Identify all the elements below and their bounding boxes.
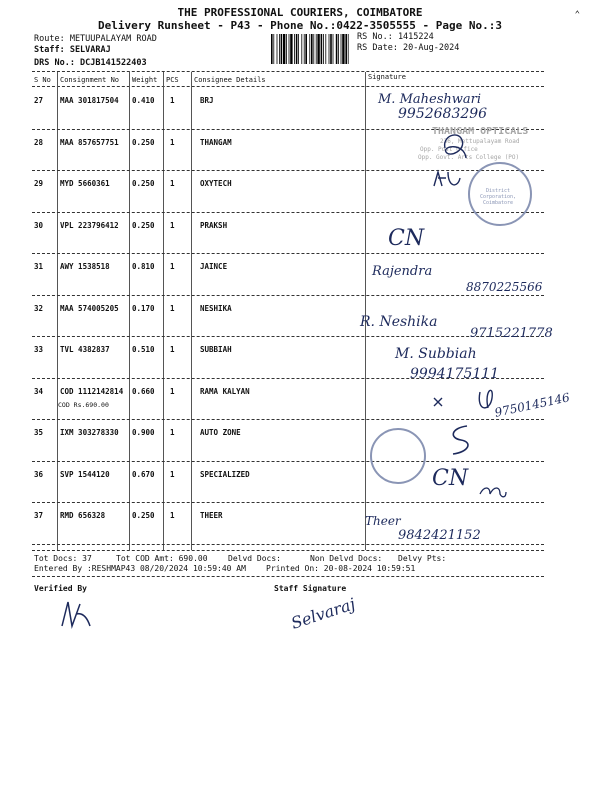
- col-header-pcs: PCS: [166, 76, 179, 84]
- row-pcs: 1: [170, 220, 175, 230]
- row-divider: [32, 336, 544, 337]
- verified-by-label: Verified By: [34, 584, 87, 593]
- row-pcs: 1: [170, 386, 175, 396]
- delivery-points: Delvy Pts:: [398, 554, 447, 563]
- phone-31: 8870225566: [466, 280, 543, 294]
- row-pcs: 1: [170, 303, 175, 313]
- row-sno: 36: [34, 469, 44, 479]
- signature-31: Rajendra: [372, 264, 433, 279]
- row-weight: 0.510: [132, 345, 155, 354]
- signature-35-scribble: [445, 422, 475, 458]
- company-title: THE PROFESSIONAL COURIERS, COIMBATORE: [177, 6, 423, 19]
- row-pcs: 1: [170, 469, 175, 479]
- signature-37: Theer: [365, 514, 401, 528]
- row-sno: 32: [34, 303, 44, 313]
- row-divider: [32, 502, 544, 503]
- signature-28-scribble: [440, 128, 470, 162]
- signature-30: CN: [388, 226, 425, 251]
- stamp-35: [370, 428, 426, 484]
- row-consignee: OXYTECH: [200, 179, 232, 188]
- signature-29-scribble: [430, 168, 464, 192]
- row-consignee: NESHIKA: [200, 303, 232, 313]
- row-consignee: BRJ: [200, 96, 214, 105]
- row-pcs: 1: [170, 345, 175, 354]
- printed-on: Printed On: 20-08-2024 10:59:51: [266, 564, 416, 573]
- row-consignment-no: AWY 1538518: [60, 262, 110, 271]
- phone-37: 9842421152: [398, 528, 481, 543]
- row-weight: 0.660: [132, 386, 155, 396]
- stamp-28-line3: Opp. Govt. Arts College (PO): [418, 154, 520, 161]
- row-consignee: PRAKSH: [200, 220, 228, 230]
- staff-signature-label: Staff Signature: [274, 584, 347, 593]
- row-divider: [32, 212, 544, 213]
- table-bottom-rule: [32, 550, 544, 551]
- non-delivered-docs: Non Delvd Docs:: [310, 554, 383, 563]
- row-sno: 35: [34, 428, 44, 437]
- row-pcs: 1: [170, 511, 175, 520]
- row-consignee: SPECIALIZED: [200, 469, 250, 479]
- signature-36-scribble: [478, 484, 508, 500]
- row-consignment-no: MAA 857657751: [60, 137, 119, 147]
- row-weight: 0.410: [132, 96, 155, 105]
- row-consignment-no: SVP 1544120: [60, 469, 110, 479]
- col-header-sno: S No: [34, 76, 51, 84]
- row-sno: 28: [34, 137, 44, 147]
- signature-34-scribble: [432, 388, 498, 414]
- phone-32: 9715221778: [470, 326, 553, 341]
- footer-rule: [32, 576, 544, 577]
- row-sno: 30: [34, 220, 44, 230]
- drs-number: DRS No.: DCJB141522403: [34, 58, 147, 68]
- stamp-28-title: THANGAM OPTICALS: [432, 126, 529, 137]
- staff-signature: Selvaraj: [288, 594, 358, 633]
- col-header-signature: Signature: [368, 73, 406, 81]
- row-sno: 29: [34, 179, 44, 188]
- phone-27: 9952683296: [398, 106, 488, 122]
- row-consignment-no: RMD 656328: [60, 511, 106, 520]
- stamp-28-line2: Opp. Post Office: [420, 146, 478, 153]
- row-consignment-no: MAA 574005205: [60, 303, 119, 313]
- row-divider: [32, 170, 544, 171]
- row-sno: 33: [34, 345, 44, 354]
- col-divider: [129, 72, 130, 550]
- row-consignee: JAINCE: [200, 262, 228, 271]
- runsheet-subtitle: Delivery Runsheet - P43 - Phone No.:0422-3505555 - Page No.:3: [98, 19, 502, 32]
- barcode-icon: [270, 34, 352, 64]
- route-label: Route: METUUPALAYAM ROAD: [34, 34, 157, 44]
- row-divider: [32, 419, 544, 420]
- row-divider: [32, 544, 544, 545]
- col-divider: [57, 72, 58, 550]
- total-cod-amount: Tot COD Amt: 690.00: [116, 554, 208, 563]
- rs-number: RS No.: 1415224: [357, 32, 434, 42]
- phone-33: 9994175111: [410, 366, 500, 382]
- row-pcs: 1: [170, 137, 175, 147]
- row-consignment-no: TVL 4382837: [60, 345, 110, 354]
- row-sno: 27: [34, 96, 44, 105]
- row-consignee: THANGAM: [200, 137, 232, 147]
- row-weight: 0.250: [132, 137, 155, 147]
- col-divider: [191, 72, 192, 550]
- row-consignee: AUTO ZONE: [200, 428, 241, 437]
- signature-27: M. Maheshwari: [378, 92, 481, 107]
- col-header-consignment: Consignment No: [60, 76, 120, 84]
- stamp-29-text: District Corporation, Coimbatore: [479, 188, 517, 206]
- row-weight: 0.670: [132, 469, 155, 479]
- row-consignment-no: IXM 303278330: [60, 428, 119, 437]
- row-pcs: 1: [170, 96, 175, 105]
- signature-32: R. Neshika: [360, 314, 438, 330]
- row-divider: [32, 295, 544, 296]
- table-top-rule: [32, 71, 544, 72]
- row-weight: 0.250: [132, 179, 155, 188]
- rs-date: RS Date: 20-Aug-2024: [357, 43, 460, 53]
- row-consignee: THEER: [200, 511, 223, 520]
- row-sno: 31: [34, 262, 44, 271]
- row-weight: 0.250: [132, 511, 155, 520]
- row-pcs: 1: [170, 262, 175, 271]
- corner-mark-icon: ⌃: [574, 10, 580, 20]
- row-weight: 0.250: [132, 220, 155, 230]
- col-divider: [163, 72, 164, 550]
- row-pcs: 1: [170, 179, 175, 188]
- row-pcs: 1: [170, 428, 175, 437]
- col-divider: [365, 72, 366, 550]
- staff-label: Staff: SELVARAJ: [34, 45, 111, 55]
- signature-33: M. Subbiah: [395, 346, 477, 362]
- delivered-docs: Delvd Docs:: [228, 554, 281, 563]
- row-consignment-no: MAA 301817504: [60, 96, 119, 105]
- row-weight: 0.900: [132, 428, 155, 437]
- row-consignment-no: MYD 5660361: [60, 179, 110, 188]
- row-sno: 37: [34, 511, 44, 520]
- row-weight: 0.810: [132, 262, 155, 271]
- entered-by: Entered By :RESHMAP43 08/20/2024 10:59:40 AM: [34, 564, 246, 573]
- signature-36: CN: [432, 466, 469, 491]
- stamp-28-line1: 236, Mettupalayam Road: [440, 138, 520, 145]
- row-consignee: SUBBIAH: [200, 345, 232, 354]
- row-cod-amount: COD Rs.690.00: [58, 400, 109, 409]
- header-bottom-rule: [32, 86, 544, 87]
- col-header-consignee: Consignee Details: [194, 76, 266, 84]
- col-header-weight: Weight: [132, 76, 158, 84]
- row-consignment-no: COD 1112142814: [60, 386, 124, 396]
- row-divider: [32, 461, 544, 462]
- row-consignment-no: VPL 223796412: [60, 220, 119, 230]
- phone-34: 9750145146: [493, 390, 571, 420]
- row-consignee: RAMA KALYAN: [200, 386, 250, 396]
- row-sno: 34: [34, 386, 44, 396]
- total-docs: Tot Docs: 37: [34, 554, 92, 563]
- verified-by-signature: [58, 598, 94, 630]
- row-weight: 0.170: [132, 303, 155, 313]
- row-divider: [32, 253, 544, 254]
